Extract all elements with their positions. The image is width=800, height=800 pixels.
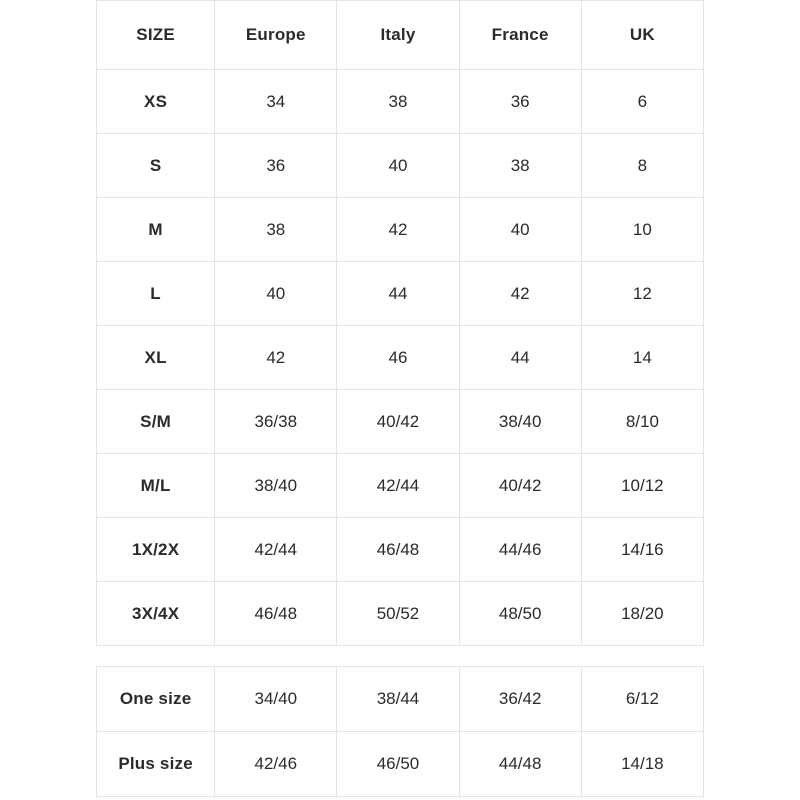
- table-row: [97, 70, 704, 134]
- cell-europe: 42: [215, 326, 337, 390]
- cell-uk: 8/10: [581, 390, 703, 454]
- cell-italy: 50/52: [337, 582, 459, 646]
- cell-france: 44: [459, 326, 581, 390]
- table-body: [97, 70, 704, 646]
- column-header-europe: Europe: [215, 1, 337, 70]
- cell-europe: 40: [215, 262, 337, 326]
- table-row: [97, 518, 704, 582]
- table-row: [97, 262, 704, 326]
- cell-italy: 42/44: [337, 454, 459, 518]
- cell-france: 38: [459, 134, 581, 198]
- row-label: 1X/2X: [97, 518, 215, 582]
- cell-italy: 38/44: [337, 667, 459, 732]
- row-label: One size: [97, 667, 215, 732]
- cell-europe: 42/46: [215, 732, 337, 797]
- size-conversion-table-wrapper: [96, 0, 704, 646]
- table-row: [97, 134, 704, 198]
- cell-france: 44/46: [459, 518, 581, 582]
- cell-italy: 44: [337, 262, 459, 326]
- cell-france: 36/42: [459, 667, 581, 732]
- cell-uk: 6/12: [581, 667, 703, 732]
- row-label: M: [97, 198, 215, 262]
- cell-uk: 8: [581, 134, 703, 198]
- cell-italy: 40/42: [337, 390, 459, 454]
- cell-europe: 42/44: [215, 518, 337, 582]
- cell-europe: 34: [215, 70, 337, 134]
- row-label: M/L: [97, 454, 215, 518]
- table-row: [97, 326, 704, 390]
- cell-uk: 10: [581, 198, 703, 262]
- cell-uk: 10/12: [581, 454, 703, 518]
- column-header-uk: UK: [581, 1, 703, 70]
- cell-uk: 6: [581, 70, 703, 134]
- cell-france: 42: [459, 262, 581, 326]
- cell-uk: 14: [581, 326, 703, 390]
- cell-europe: 38/40: [215, 454, 337, 518]
- cell-europe: 36: [215, 134, 337, 198]
- column-header-size: SIZE: [97, 1, 215, 70]
- cell-france: 40/42: [459, 454, 581, 518]
- cell-europe: 46/48: [215, 582, 337, 646]
- cell-uk: 12: [581, 262, 703, 326]
- cell-uk: 18/20: [581, 582, 703, 646]
- row-label: Plus size: [97, 732, 215, 797]
- row-label: L: [97, 262, 215, 326]
- cell-italy: 46: [337, 326, 459, 390]
- cell-italy: 40: [337, 134, 459, 198]
- cell-italy: 46/48: [337, 518, 459, 582]
- cell-france: 38/40: [459, 390, 581, 454]
- column-header-france: France: [459, 1, 581, 70]
- cell-france: 36: [459, 70, 581, 134]
- table-header-row: [97, 1, 704, 70]
- table-row: [97, 732, 704, 797]
- cell-italy: 42: [337, 198, 459, 262]
- table-row: [97, 390, 704, 454]
- row-label: 3X/4X: [97, 582, 215, 646]
- size-conversion-table: [96, 0, 704, 646]
- cell-europe: 34/40: [215, 667, 337, 732]
- row-label: S/M: [97, 390, 215, 454]
- table-row: [97, 454, 704, 518]
- table-header: [97, 1, 704, 70]
- cell-europe: 38: [215, 198, 337, 262]
- table-row: [97, 198, 704, 262]
- cell-italy: 38: [337, 70, 459, 134]
- table-body: [97, 667, 704, 797]
- cell-france: 44/48: [459, 732, 581, 797]
- cell-uk: 14/18: [581, 732, 703, 797]
- one-size-table: [96, 666, 704, 797]
- cell-france: 40: [459, 198, 581, 262]
- cell-france: 48/50: [459, 582, 581, 646]
- table-row: [97, 667, 704, 732]
- cell-europe: 36/38: [215, 390, 337, 454]
- row-label: XL: [97, 326, 215, 390]
- cell-italy: 46/50: [337, 732, 459, 797]
- column-header-italy: Italy: [337, 1, 459, 70]
- row-label: XS: [97, 70, 215, 134]
- one-size-table-wrapper: [96, 666, 704, 797]
- row-label: S: [97, 134, 215, 198]
- table-row: [97, 582, 704, 646]
- cell-uk: 14/16: [581, 518, 703, 582]
